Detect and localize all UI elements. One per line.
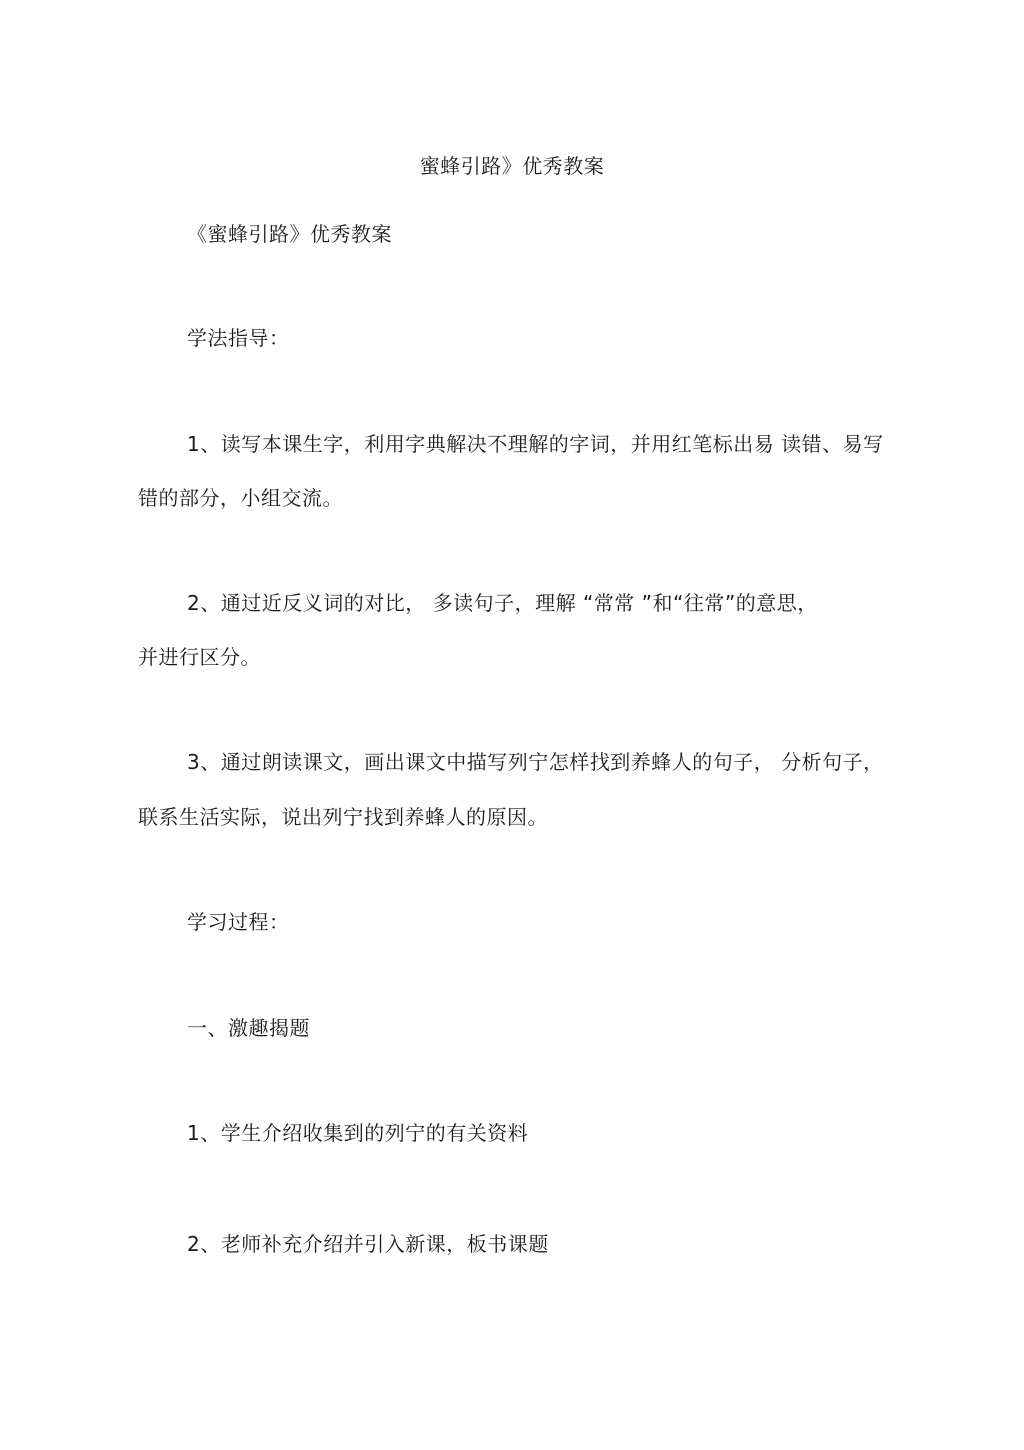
document-title: 蜜蜂引路》优秀教案 xyxy=(419,154,605,178)
study-method-1-line-2: 错的部分，小组交流。 xyxy=(138,486,343,510)
study-method-3-line-1: 3、通过朗读课文，画出课文中描写列宁怎样找到养蜂人的句子， 分析句子， xyxy=(187,750,884,774)
section-one-item-2: 2、老师补充介绍并引入新课，板书课题 xyxy=(187,1232,549,1256)
process-heading: 学习过程： xyxy=(187,910,290,934)
study-method-heading: 学法指导： xyxy=(187,326,290,350)
section-one-item-1: 1、学生介绍收集到的列宁的有关资料 xyxy=(187,1121,529,1145)
study-method-1-line-1: 1、读写本课生字，利用字典解决不理解的字词，并用红笔标出易 读错、易写 xyxy=(187,432,884,456)
document-subtitle: 《蜜蜂引路》优秀教案 xyxy=(187,222,392,246)
section-one-heading: 一、激趣揭题 xyxy=(187,1016,310,1040)
study-method-2-line-1: 2、通过近反义词的对比， 多读句子，理解 “常常 ”和“往常”的意思， xyxy=(187,591,818,615)
study-method-2-line-2: 并进行区分。 xyxy=(138,645,261,669)
study-method-3-line-2: 联系生活实际，说出列宁找到养蜂人的原因。 xyxy=(138,805,548,829)
